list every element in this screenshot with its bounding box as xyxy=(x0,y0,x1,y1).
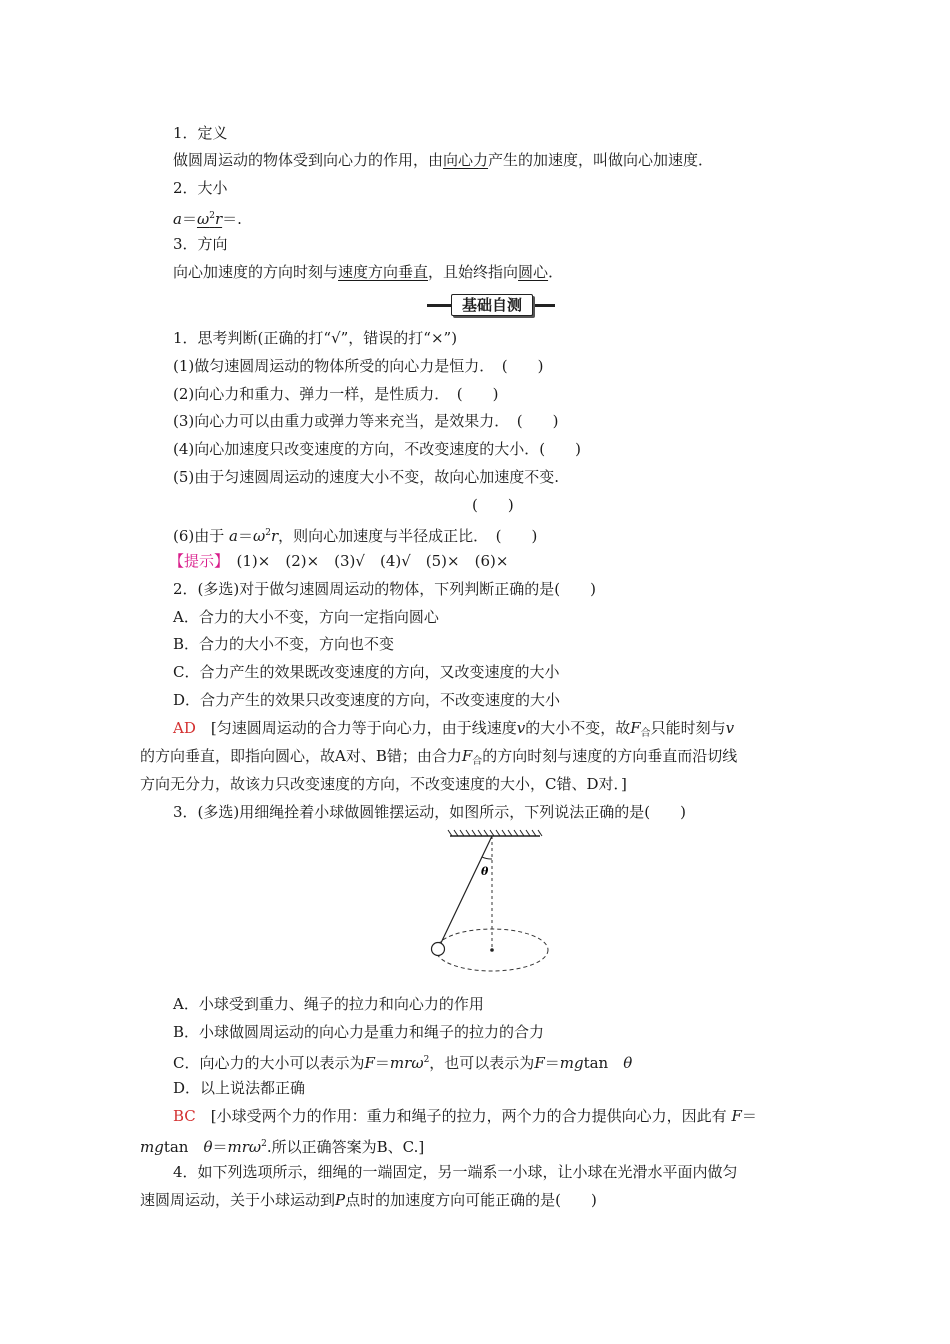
q1-hint: 【提示】 (1)× (2)× (3)√ (4)√ (5)× (6)× xyxy=(169,552,509,570)
string-line xyxy=(440,836,492,945)
conical-pendulum-figure xyxy=(420,828,560,978)
q2-option-c: C．合力产生的效果既改变速度的方向，又改变速度的大小 xyxy=(173,663,560,681)
q1-item-2: (2)向心力和重力、弹力一样，是性质力． ( ) xyxy=(173,385,499,403)
size-formula: $a=\omega^2r=$. xyxy=(173,210,242,228)
ball xyxy=(432,943,445,956)
q3-option-c: C．向心力的大小可以表示为F＝mrω$^2$，也可以表示为F＝mgtan θ xyxy=(173,1054,633,1072)
q4-stem-line-2: 速圆周运动，关于小球运动到P点时的加速度方向可能正确的是( ) xyxy=(140,1191,597,1209)
q3-answer: BC xyxy=(173,1107,196,1125)
section-banner xyxy=(427,294,555,316)
q1-item-6: (6)由于 $a=\omega^2r$，则向心加速度与半径成正比． ( ) xyxy=(173,527,538,545)
q2-explanation-line-1: AD [匀速圆周运动的合力等于向心力，由于线速度v的大小不变，故$F_合$只能时刻与v xyxy=(173,719,735,739)
q2-explanation-line-3: 方向无分力，故该力只改变速度的方向，不改变速度的大小，C错、D对．] xyxy=(140,775,627,793)
q1-stem: 1．思考判断(正确的打“√”，错误的打“×”) xyxy=(173,329,458,347)
angle-arc xyxy=(482,857,492,859)
q3-option-a: A．小球受到重力、绳子的拉力和向心力的作用 xyxy=(173,995,484,1013)
direction-heading: 3．方向 xyxy=(173,235,228,253)
ceiling-hatching xyxy=(448,830,542,836)
hint-label: 【提示】 xyxy=(169,552,222,570)
q2-option-b: B．合力的大小不变，方向也不变 xyxy=(173,635,395,653)
banner-label: 基础自测 xyxy=(451,294,533,316)
q1-item-3: (3)向心力可以由重力或弹力等来充当，是效果力． ( ) xyxy=(173,412,559,430)
q2-option-d: D．合力产生的效果只改变速度的方向，不改变速度的大小 xyxy=(173,691,561,709)
q1-item-5-blank: ( ) xyxy=(472,496,514,514)
q1-item-4: (4)向心加速度只改变速度的方向，不改变速度的大小．( ) xyxy=(173,440,581,458)
q2-explanation-line-2: 的方向垂直，即指向圆心，故A对、B错；由合力$F_合$的方向时刻与速度的方向垂直而沿切线 xyxy=(140,747,738,767)
q2-answer: AD xyxy=(173,719,196,737)
q3-explanation-line-2: mgtan θ＝mrω$^2$.所以正确答案为B、C.] xyxy=(140,1138,425,1156)
q1-item-5: (5)由于匀速圆周运动的速度大小不变，故向心加速度不变. xyxy=(173,468,560,486)
circle-center xyxy=(490,948,494,952)
q3-stem: 3．(多选)用细绳拴着小球做圆锥摆运动，如图所示，下列说法正确的是( ) xyxy=(173,803,686,821)
definition-heading: 1．定义 xyxy=(173,124,228,142)
q3-explanation-line-1: BC [小球受两个力的作用：重力和绳子的拉力，两个力的合力提供向心力，因此有 F＝ xyxy=(173,1107,757,1125)
q3-option-d: D．以上说法都正确 xyxy=(173,1079,306,1097)
direction-text: 向心加速度的方向时刻与速度方向垂直，且始终指向圆心． xyxy=(173,263,564,281)
banner-left-bar xyxy=(427,304,451,307)
theta-label: θ xyxy=(481,865,489,878)
q1-item-1: (1)做匀速圆周运动的物体所受的向心力是恒力． ( ) xyxy=(173,357,544,375)
q3-option-b: B．小球做圆周运动的向心力是重力和绳子的拉力的合力 xyxy=(173,1023,545,1041)
definition-text: 做圆周运动的物体受到向心力的作用，由向心力产生的加速度，叫做向心加速度． xyxy=(173,151,714,169)
size-heading: 2．大小 xyxy=(173,179,228,197)
q2-option-a: A．合力的大小不变，方向一定指向圆心 xyxy=(173,608,439,626)
q4-stem-line-1: 4．如下列选项所示，细绳的一端固定，另一端系一小球，让小球在光滑水平面内做匀 xyxy=(173,1163,738,1181)
q2-stem: 2．(多选)对于做匀速圆周运动的物体，下列判断正确的是( ) xyxy=(173,580,596,598)
banner-right-bar xyxy=(531,304,555,307)
